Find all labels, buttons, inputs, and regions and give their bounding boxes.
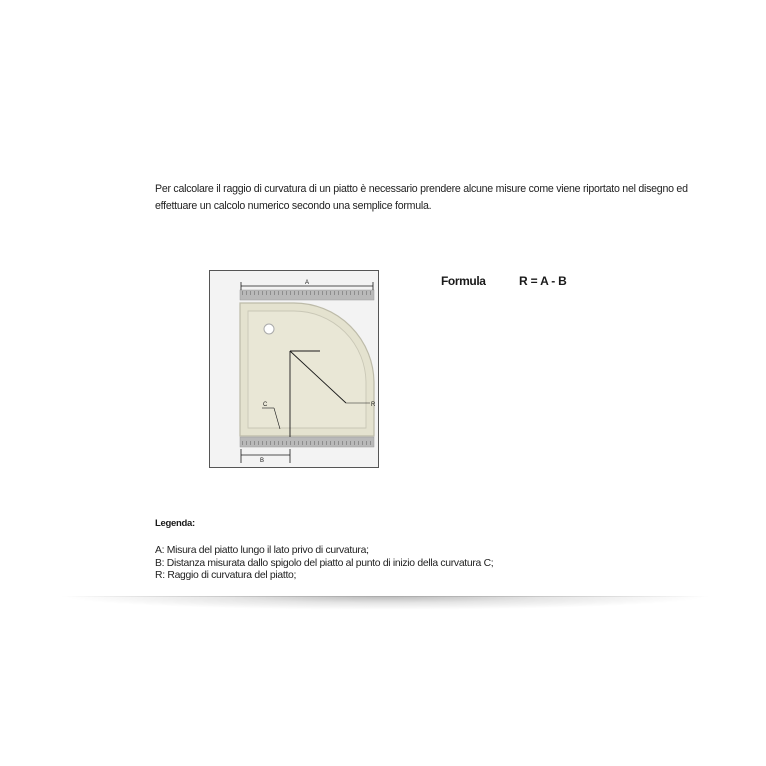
bottom-shadow-divider bbox=[60, 596, 710, 610]
label-c: C bbox=[263, 402, 268, 408]
intro-line-2: effettuare un calcolo numerico secondo una semplice formula. bbox=[155, 200, 432, 212]
drain-icon bbox=[264, 324, 274, 334]
ruler-bottom bbox=[240, 437, 374, 447]
legend-title: Legenda: bbox=[155, 518, 195, 529]
formula-expression: R = A - B bbox=[519, 274, 567, 288]
intro-paragraph bbox=[155, 181, 715, 215]
legend-item-r: R: Raggio di curvatura del piatto; bbox=[155, 570, 297, 581]
ruler-top bbox=[240, 290, 374, 300]
label-r: R bbox=[371, 402, 376, 408]
intro-line-1: Per calcolare il raggio di curvatura di un piatto è necessario prendere alcune misure come viene riportato nel disegno ed bbox=[155, 183, 688, 195]
diagram-svg bbox=[210, 271, 378, 467]
shower-tray-diagram bbox=[209, 270, 379, 468]
label-a: A bbox=[304, 280, 310, 286]
formula-label: Formula bbox=[441, 274, 486, 288]
bottom-rule bbox=[60, 596, 710, 597]
legend-list bbox=[155, 545, 715, 583]
legend-item-b: B: Distanza misurata dallo spigolo del piatto al punto di inizio della curvatura C; bbox=[155, 557, 494, 569]
legend-item-a: A: Misura del piatto lungo il lato privo di curvatura; bbox=[155, 545, 369, 556]
label-b: B bbox=[259, 458, 265, 464]
